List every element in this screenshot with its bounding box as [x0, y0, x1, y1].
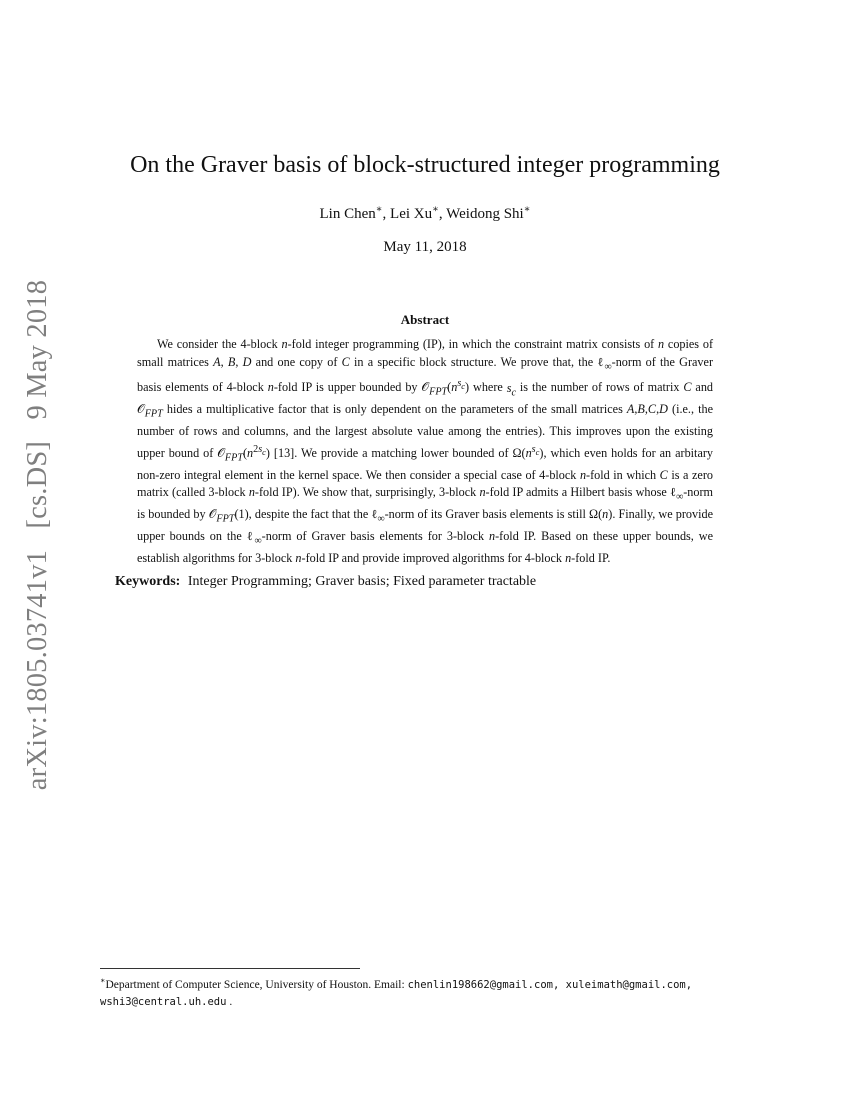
- author-name: Lin Chen: [319, 206, 376, 222]
- affiliation-mark: ∗: [432, 204, 439, 215]
- arxiv-identifier: [22, 280, 54, 790]
- author-list: Lin Chen∗, Lei Xu∗, Weidong Shi∗: [319, 204, 531, 222]
- email-link[interactable]: chenlin198662@gmail.com: [407, 978, 553, 991]
- arxiv-date: 9 May 2018: [22, 279, 53, 420]
- affiliation-mark: ∗: [375, 204, 383, 215]
- arxiv-category: [cs.DS]: [22, 440, 53, 529]
- abstract-heading: Abstract: [400, 312, 450, 327]
- arxiv-id: arXiv:1805.03741v1: [22, 549, 53, 791]
- footnote-mark: ∗: [100, 976, 106, 985]
- author-name: Lei Xu: [390, 206, 433, 222]
- keywords-line: [115, 574, 755, 590]
- footnote: ∗Department of Computer Science, University of Houston. Email: chenlin198662@gmail.com, xuleimath@gmail.com, wshi3@central.uh.edu .: [100, 976, 693, 1008]
- paper-title: On the Graver basis of block-structured integer programming: [130, 152, 720, 178]
- author-name: Weidong Shi: [446, 206, 524, 222]
- footnote-rule: [100, 968, 360, 969]
- email-link[interactable]: xuleimath@gmail.com: [565, 978, 686, 991]
- paper-date: May 11, 2018: [383, 239, 467, 255]
- abstract-body: We consider the 4-block n-fold integer programming (IP), in which the constraint matrix consists of n copies of small matrices A, B, D and one copy of C in a specific block structure. We prove that, the ℓ$_\infty$-norm of the Graver basis elements of 4-block n-fold IP is upper bounded by $𝒪_{FPT}(n^{s_c})$ where $s_c$ is the number of rows of matrix C and 𝒪$_{FPT}$ hides a multiplicative factor that is only dependent on the parameters of the small matrices A,B,C,D (i.e., the number of rows and columns, and the largest absolute value among the entries). This improves upon the existing upper bound of $𝒪_{FPT}(n^{2s_c})$ [13]. We provide a matching lower bounded of $\Omega(n^{s_c})$, which even holds for an arbitary non-zero integral element in the kernel space. We then consider a special case of 4-block n-fold in which C is a zero matrix (called 3-block n-fold IP). We show that, surprisingly, 3-block n-fold IP admits a Hilbert basis whose ℓ$_\infty$-norm is bounded by 𝒪$_{FPT}$(1), despite the fact that the ℓ$_\infty$-norm of its Graver basis elements is still Ω(n). Finally, we provide upper bounds on the ℓ$_\infty$-norm of Graver basis elements for 3-block n-fold IP. Based on these upper bounds, we establish algorithms for 3-block n-fold IP and provide improved algorithms for 4-block n-fold IP.: [137, 337, 714, 566]
- affiliation-mark: ∗: [523, 204, 531, 215]
- email-link[interactable]: wshi3@central.uh.edu: [100, 995, 227, 1008]
- keywords-text: Integer Programming; Graver basis; Fixed parameter tractable: [187, 574, 537, 589]
- keywords-label: Keywords:: [115, 574, 181, 589]
- footnote-text: Department of Computer Science, University of Houston. Email:: [105, 978, 408, 991]
